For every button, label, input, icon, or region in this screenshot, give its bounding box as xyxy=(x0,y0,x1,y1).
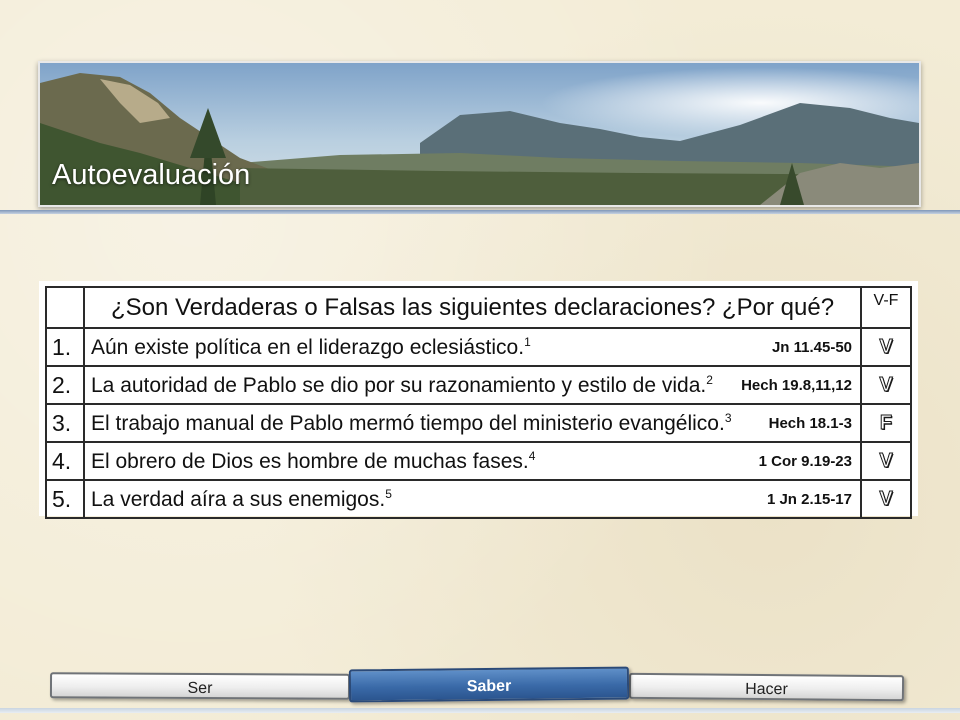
statement-cell xyxy=(84,442,861,480)
scripture-reference: Jn 11.45-50 xyxy=(771,339,852,356)
scripture-reference: 1 Jn 2.15-17 xyxy=(766,491,852,508)
row-number: 4. xyxy=(46,442,84,480)
row-number: 1. xyxy=(46,328,84,366)
page-title: Autoevaluación xyxy=(52,159,251,191)
answer-cell xyxy=(861,480,911,518)
answer-cell xyxy=(861,442,911,480)
statement-text: Aún existe política en el liderazgo eclesiástico. xyxy=(91,336,525,359)
tab-hacer-label: Hacer xyxy=(745,680,788,699)
statement-text: La autoridad de Pablo se dio por su razonamiento y estilo de vida. xyxy=(91,374,707,397)
scripture-reference: Hech 18.1-3 xyxy=(768,415,852,432)
footnote-marker: 1 xyxy=(524,335,531,349)
statement-cell xyxy=(84,366,861,404)
statement-cell xyxy=(84,328,861,366)
quiz-row xyxy=(46,328,911,366)
quiz-row xyxy=(46,442,911,480)
footnote-marker: 4 xyxy=(528,449,536,463)
section-tab-bar xyxy=(44,668,908,706)
scripture-reference: 1 Cor 9.19-23 xyxy=(758,453,852,470)
statement-text: El obrero de Dios es hombre de muchas fases. xyxy=(91,450,529,473)
quiz-panel xyxy=(39,281,918,516)
answer-value: V xyxy=(874,487,898,511)
answer-cell xyxy=(861,366,911,404)
row-number: 2. xyxy=(46,366,84,404)
footnote-marker: 3 xyxy=(724,411,732,425)
header-banner xyxy=(38,61,921,207)
quiz-table xyxy=(45,286,912,519)
answer-value: V xyxy=(874,449,898,473)
row-number: 5. xyxy=(46,480,84,518)
tab-saber[interactable] xyxy=(349,667,629,703)
quiz-row xyxy=(46,480,911,518)
answer-value: V xyxy=(874,335,898,359)
tab-hacer[interactable] xyxy=(629,673,904,701)
row-number: 3. xyxy=(46,404,84,442)
quiz-header-row xyxy=(46,287,911,328)
statement-text: El trabajo manual de Pablo mermó tiempo del ministerio evangélico. xyxy=(91,412,725,435)
quiz-row xyxy=(46,366,911,404)
footnote-marker: 2 xyxy=(706,373,713,387)
number-column-header xyxy=(46,287,84,328)
statement-text: La verdad aíra a sus enemigos. xyxy=(91,488,386,511)
footnote-marker: 5 xyxy=(385,487,392,501)
scripture-reference: Hech 19.8,11,12 xyxy=(741,377,852,394)
vf-column-header: V-F xyxy=(861,287,911,328)
tab-ser[interactable] xyxy=(50,672,350,700)
header-divider xyxy=(0,210,960,214)
answer-value: V xyxy=(874,373,898,397)
statement-cell xyxy=(84,404,861,442)
footer-divider xyxy=(0,708,960,713)
question-header: ¿Son Verdaderas o Falsas las siguientes declaraciones? ¿Por qué? xyxy=(84,287,861,328)
quiz-row xyxy=(46,404,911,442)
answer-value: F xyxy=(874,411,898,435)
tab-saber-label: Saber xyxy=(466,677,512,696)
statement-cell xyxy=(84,480,861,518)
answer-cell xyxy=(861,328,911,366)
answer-cell xyxy=(861,404,911,442)
tab-ser-label: Ser xyxy=(187,679,213,698)
